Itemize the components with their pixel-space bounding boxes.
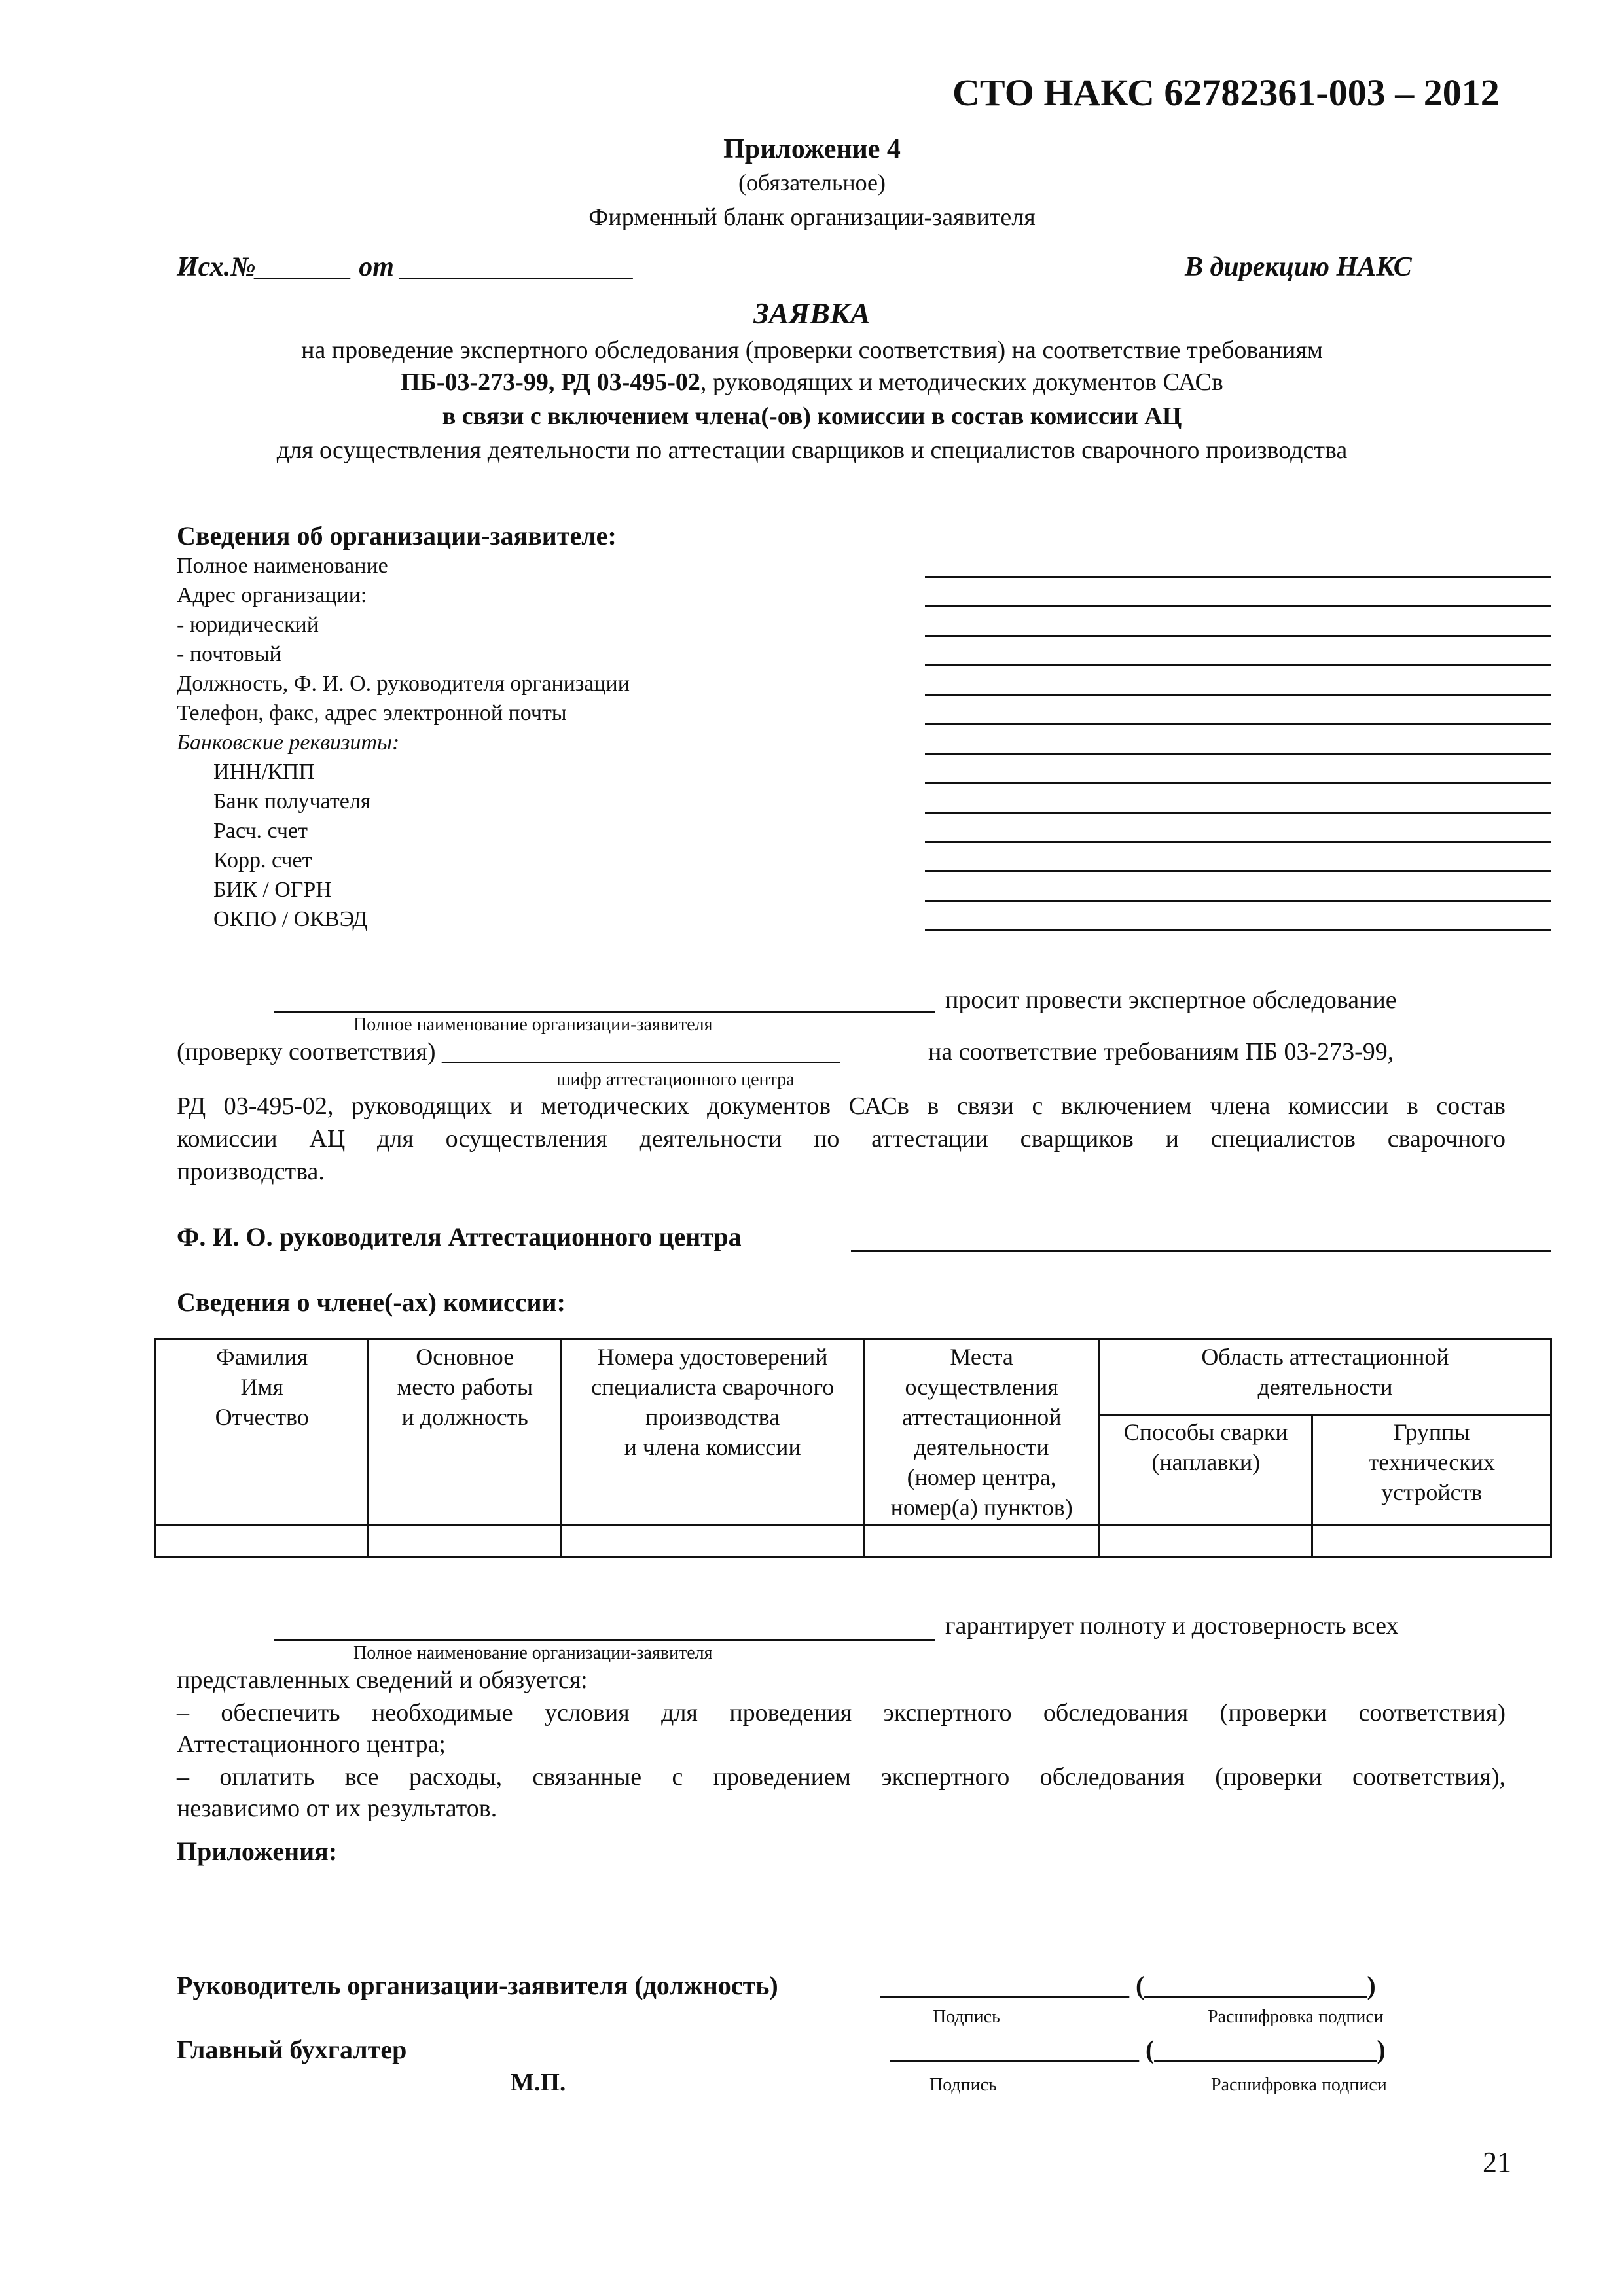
letterhead-caption: Фирменный бланк организации-заявителя bbox=[588, 204, 1036, 231]
accountant-label: Главный бухгалтер bbox=[177, 2035, 407, 2064]
field-postal-address: - почтовый bbox=[177, 642, 281, 666]
col-area-line: Область аттестационной bbox=[1201, 1344, 1449, 1370]
head-signature-label: Руководитель организации-заявителя (должность) bbox=[177, 1971, 778, 2000]
guarantee-org-caption: Полное наименование организации-заявителя bbox=[353, 1643, 713, 1663]
fill-line-contacts[interactable] bbox=[925, 723, 1551, 725]
fill-line-bank[interactable] bbox=[925, 812, 1551, 814]
col-area-line: деятельности bbox=[1257, 1374, 1393, 1400]
addressee: В дирекцию НАКС bbox=[1185, 252, 1412, 282]
col-header-groups bbox=[1312, 1414, 1551, 1524]
request-paragraph-1: РД 03-495-02, руководящих и методических документов САСв в связи с включением члена комиссии в состав bbox=[177, 1092, 1506, 1120]
col-header-methods bbox=[1099, 1414, 1312, 1524]
col-methods-line: Способы сварки bbox=[1123, 1418, 1288, 1445]
attachments-heading: Приложения: bbox=[177, 1837, 338, 1866]
field-contacts: Телефон, факс, адрес электронной почты bbox=[177, 701, 567, 725]
fill-line-full-name[interactable] bbox=[925, 576, 1551, 578]
head-sign-caption: Подпись bbox=[933, 2007, 1000, 2027]
fill-line-okpo[interactable] bbox=[925, 929, 1551, 931]
col-place-line: деятельности bbox=[914, 1434, 1049, 1460]
table-cell-empty[interactable] bbox=[1312, 1525, 1551, 1558]
field-full-name: Полное наименование bbox=[177, 554, 388, 578]
col-place-line: (номер центра, bbox=[907, 1464, 1056, 1490]
fill-line-legal[interactable] bbox=[925, 635, 1551, 637]
col-methods-line: (наплавки) bbox=[1151, 1448, 1261, 1475]
col-name-line: Имя bbox=[240, 1374, 283, 1400]
col-cert-line: производства bbox=[645, 1404, 780, 1430]
guarantee-line-5: независимо от их результатов. bbox=[177, 1795, 497, 1822]
table-cell-empty[interactable] bbox=[156, 1525, 369, 1558]
col-name-line: Отчество bbox=[215, 1404, 309, 1430]
org-name-caption: Полное наименование организации-заявителя bbox=[353, 1014, 713, 1035]
head-ac-line[interactable] bbox=[851, 1250, 1551, 1252]
fill-line-bik[interactable] bbox=[925, 900, 1551, 902]
members-heading: Сведения о члене(-ах) комиссии: bbox=[177, 1287, 566, 1317]
request-check: (проверку соответствия) ________________________________ bbox=[177, 1038, 840, 1066]
accountant-signature-fields[interactable]: ___________________ (_________________) bbox=[890, 2035, 1386, 2064]
field-head-position: Должность, Ф. И. О. руководителя организации bbox=[177, 672, 630, 696]
head-ac-label: Ф. И. О. руководителя Аттестационного центра bbox=[177, 1222, 742, 1251]
col-work-line: место работы bbox=[397, 1374, 533, 1400]
col-header-certificates bbox=[562, 1340, 864, 1525]
doc-code: СТО НАКС 62782361-003 – 2012 bbox=[952, 71, 1500, 114]
col-header-work bbox=[369, 1340, 562, 1525]
col-cert-line: Номера удостоверений bbox=[597, 1344, 828, 1370]
col-header-name bbox=[156, 1340, 369, 1525]
page-number: 21 bbox=[1483, 2146, 1511, 2178]
field-account: Расч. счет bbox=[213, 819, 308, 843]
fill-line-bank-details[interactable] bbox=[925, 753, 1551, 755]
application-title: ЗАЯВКА bbox=[753, 296, 871, 330]
fill-line-inn[interactable] bbox=[925, 782, 1551, 784]
col-groups-line: устройств bbox=[1381, 1479, 1483, 1505]
table-cell-empty[interactable] bbox=[1099, 1525, 1312, 1558]
table-cell-empty[interactable] bbox=[369, 1525, 562, 1558]
col-work-line: Основное bbox=[416, 1344, 514, 1370]
col-place-line: аттестационной bbox=[901, 1404, 1062, 1430]
guarantee-tail: гарантирует полноту и достоверность всех bbox=[945, 1612, 1399, 1640]
field-legal-address: - юридический bbox=[177, 613, 319, 637]
col-groups-line: Группы bbox=[1393, 1418, 1470, 1445]
col-place-line: осуществления bbox=[905, 1374, 1058, 1400]
col-work-line: и должность bbox=[401, 1404, 528, 1430]
col-header-area bbox=[1099, 1340, 1551, 1415]
head-signature-fields[interactable]: ___________________ (_________________) bbox=[880, 1971, 1376, 2000]
fill-line-address[interactable] bbox=[925, 605, 1551, 607]
title-line-3: в связи с включением члена(-ов) комиссии в состав комиссии АЦ bbox=[442, 403, 1182, 430]
col-name-line: Фамилия bbox=[216, 1344, 308, 1370]
org-info-heading: Сведения об организации-заявителе: bbox=[177, 521, 617, 550]
request-paragraph-2: комиссии АЦ для осуществления деятельности по аттестации сварщиков и специалистов сварочного bbox=[177, 1125, 1506, 1153]
fill-line-account[interactable] bbox=[925, 841, 1551, 843]
head-decode-caption: Расшифровка подписи bbox=[1208, 2007, 1384, 2027]
col-cert-line: и члена комиссии bbox=[624, 1434, 801, 1460]
request-requirements: на соответствие требованиям ПБ 03-273-99, bbox=[928, 1038, 1394, 1066]
appendix-note: (обязательное) bbox=[738, 170, 886, 196]
fill-line-postal[interactable] bbox=[925, 664, 1551, 666]
request-paragraph-3: производства. bbox=[177, 1158, 325, 1185]
col-header-places bbox=[864, 1340, 1100, 1525]
title-line-4: для осуществления деятельности по аттестации сварщиков и специалистов сварочного производства bbox=[276, 437, 1348, 464]
title-line-2-bold: ПБ-03-273-99, РД 03-495-02 bbox=[401, 368, 700, 396]
field-corr-account: Корр. счет bbox=[213, 848, 312, 872]
field-address: Адрес организации: bbox=[177, 583, 367, 607]
org-name-line[interactable] bbox=[274, 1011, 935, 1013]
accountant-decode-caption: Расшифровка подписи bbox=[1211, 2075, 1387, 2095]
field-bik-ogrn: БИК / ОГРН bbox=[213, 878, 332, 902]
outgoing-number: Исх.№_______ от _________________ bbox=[177, 252, 635, 282]
col-place-line: номер(а) пунктов) bbox=[890, 1494, 1073, 1520]
appendix-title: Приложение 4 bbox=[723, 134, 901, 164]
request-asks: просит провести экспертное обследование bbox=[945, 986, 1397, 1014]
guarantee-line-2: – обеспечить необходимые условия для проведения экспертного обследования (проверки соответствия) bbox=[177, 1699, 1506, 1727]
guarantee-line-3: Аттестационного центра; bbox=[177, 1731, 446, 1758]
table-cell-empty[interactable] bbox=[864, 1525, 1100, 1558]
col-groups-line: технических bbox=[1368, 1448, 1495, 1475]
fill-line-head[interactable] bbox=[925, 694, 1551, 696]
title-line-2 bbox=[0, 368, 1624, 397]
members-table bbox=[154, 1338, 1552, 1558]
col-cert-line: специалиста сварочного bbox=[591, 1374, 835, 1400]
fill-line-corr[interactable] bbox=[925, 870, 1551, 872]
guarantee-line-4: – оплатить все расходы, связанные с проведением экспертного обследования (проверки соответствия), bbox=[177, 1763, 1506, 1791]
guarantee-line-1: представленных сведений и обязуется: bbox=[177, 1666, 588, 1694]
field-okpo-okved: ОКПО / ОКВЭД bbox=[213, 907, 368, 931]
field-bank-details: Банковские реквизиты: bbox=[177, 730, 400, 755]
accountant-sign-caption: Подпись bbox=[929, 2075, 997, 2095]
field-inn-kpp: ИНН/КПП bbox=[213, 760, 315, 784]
stamp-place: М.П. bbox=[511, 2069, 566, 2096]
title-line-1: на проведение экспертного обследования (проверки соответствия) на соответствие требованиям bbox=[301, 336, 1323, 364]
table-cell-empty[interactable] bbox=[562, 1525, 864, 1558]
title-line-2-rest: , руководящих и методических документов САСв bbox=[700, 368, 1223, 396]
field-bank: Банк получателя bbox=[213, 789, 371, 814]
guarantee-org-line[interactable] bbox=[274, 1639, 935, 1641]
cipher-caption: шифр аттестационного центра bbox=[556, 1069, 795, 1090]
col-place-line: Места bbox=[950, 1344, 1013, 1370]
